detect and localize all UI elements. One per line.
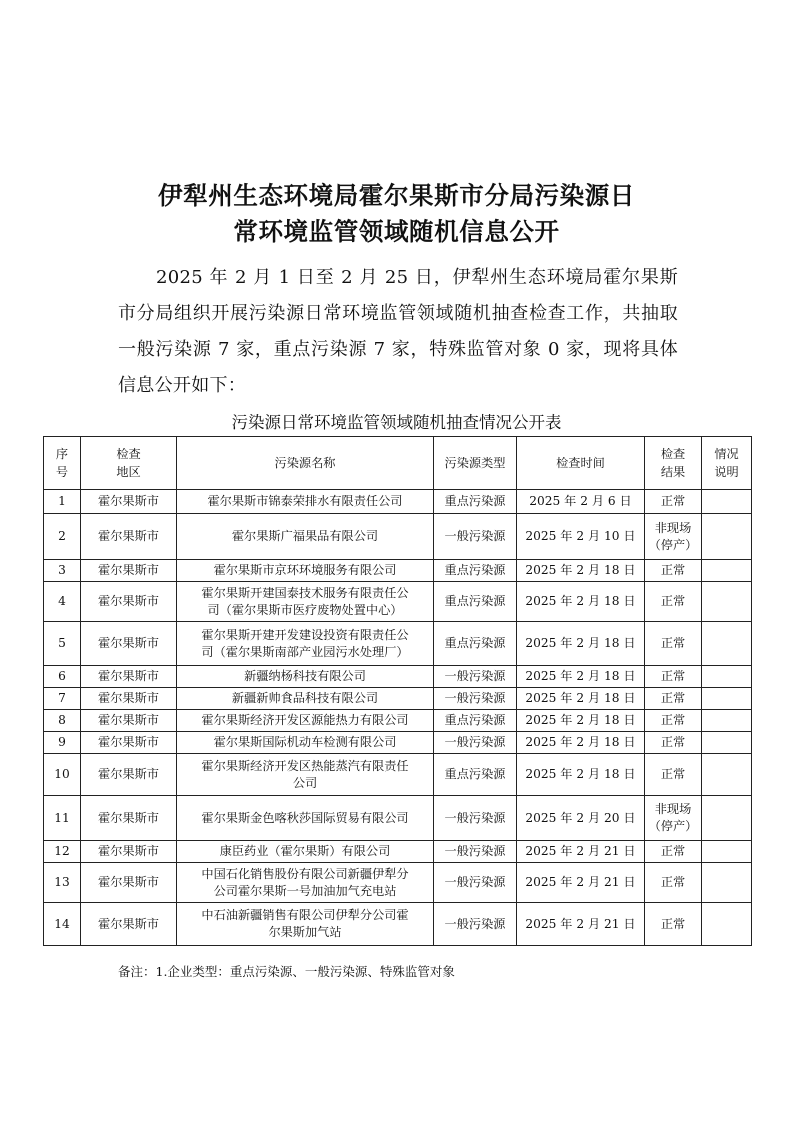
cell-seq: 12: [44, 841, 81, 863]
cell-seq: 13: [44, 863, 81, 903]
table-row: [44, 841, 752, 863]
cell-area: 霍尔果斯市: [81, 560, 177, 582]
cell-time: 2025 年 2 月 21 日: [517, 863, 645, 903]
cell-seq: 7: [44, 688, 81, 710]
footnote: 备注：1.企业类型：重点污染源、一般污染源、特殊监管对象: [118, 964, 455, 979]
cell-type: 一般污染源: [434, 841, 517, 863]
cell-area: 霍尔果斯市: [81, 666, 177, 688]
cell-note: [702, 490, 752, 514]
title-line-2: 常环境监管领域随机信息公开: [233, 217, 560, 246]
cell-seq: 2: [44, 514, 81, 560]
cell-name: 中国石化销售股份有限公司新疆伊犁分 公司霍尔果斯一号加油加气充电站: [177, 863, 434, 903]
cell-area: 霍尔果斯市: [81, 582, 177, 622]
table-caption: 污染源日常环境监管领域随机抽查情况公开表: [231, 413, 562, 432]
cell-seq: 14: [44, 903, 81, 946]
cell-result: 正常: [645, 582, 702, 622]
cell-type: 重点污染源: [434, 490, 517, 514]
cell-result: 正常: [645, 666, 702, 688]
document-title: [0, 178, 793, 250]
cell-note: [702, 582, 752, 622]
header-seq: 序 号: [44, 437, 81, 490]
cell-type: 一般污染源: [434, 732, 517, 754]
table-row: [44, 622, 752, 666]
inspection-table: [43, 436, 752, 946]
cell-note: [702, 560, 752, 582]
cell-seq: 10: [44, 754, 81, 796]
cell-type: 重点污染源: [434, 582, 517, 622]
cell-type: 重点污染源: [434, 710, 517, 732]
cell-note: [702, 903, 752, 946]
cell-time: 2025 年 2 月 21 日: [517, 903, 645, 946]
header-note: 情况 说明: [702, 437, 752, 490]
cell-type: 一般污染源: [434, 666, 517, 688]
cell-area: 霍尔果斯市: [81, 796, 177, 841]
cell-seq: 3: [44, 560, 81, 582]
cell-name: 霍尔果斯开建开发建设投资有限责任公 司（霍尔果斯南部产业园污水处理厂）: [177, 622, 434, 666]
cell-type: 重点污染源: [434, 560, 517, 582]
cell-result: 正常: [645, 710, 702, 732]
cell-name: 霍尔果斯开建国泰技术服务有限责任公 司（霍尔果斯市医疗废物处置中心）: [177, 582, 434, 622]
cell-type: 一般污染源: [434, 514, 517, 560]
table-row: [44, 796, 752, 841]
cell-type: 一般污染源: [434, 688, 517, 710]
cell-area: 霍尔果斯市: [81, 490, 177, 514]
cell-note: [702, 796, 752, 841]
table-header-row: [44, 437, 752, 490]
cell-name: 霍尔果斯广福果品有限公司: [177, 514, 434, 560]
cell-seq: 6: [44, 666, 81, 688]
intro-text: 2025 年 2 月 1 日至 2 月 25 日，伊犁州生态环境局霍尔果斯市分局组织开展污染源日常环境监管领域随机抽查检查工作，共抽取一般污染源 7 家，重点污染源 7 家，特殊监管对象 0 家，现将具体信息公开如下：: [118, 267, 678, 396]
cell-seq: 9: [44, 732, 81, 754]
cell-name: 霍尔果斯经济开发区源能热力有限公司: [177, 710, 434, 732]
cell-time: 2025 年 2 月 10 日: [517, 514, 645, 560]
cell-area: 霍尔果斯市: [81, 754, 177, 796]
cell-area: 霍尔果斯市: [81, 863, 177, 903]
cell-type: 重点污染源: [434, 622, 517, 666]
cell-name: 霍尔果斯市锦泰荣排水有限责任公司: [177, 490, 434, 514]
cell-result: 正常: [645, 863, 702, 903]
cell-result: 正常: [645, 560, 702, 582]
table-row: [44, 903, 752, 946]
cell-result: 正常: [645, 490, 702, 514]
cell-area: 霍尔果斯市: [81, 688, 177, 710]
cell-time: 2025 年 2 月 18 日: [517, 560, 645, 582]
cell-result: 正常: [645, 903, 702, 946]
table-row: [44, 560, 752, 582]
table-row: [44, 863, 752, 903]
cell-note: [702, 841, 752, 863]
cell-time: 2025 年 2 月 18 日: [517, 688, 645, 710]
cell-note: [702, 666, 752, 688]
cell-type: 一般污染源: [434, 863, 517, 903]
cell-time: 2025 年 2 月 18 日: [517, 754, 645, 796]
cell-result: 非现场 （停产）: [645, 514, 702, 560]
table-row: [44, 688, 752, 710]
cell-time: 2025 年 2 月 18 日: [517, 622, 645, 666]
cell-note: [702, 710, 752, 732]
table-row: [44, 582, 752, 622]
cell-result: 正常: [645, 732, 702, 754]
cell-result: 正常: [645, 754, 702, 796]
cell-seq: 11: [44, 796, 81, 841]
header-result: 检查 结果: [645, 437, 702, 490]
cell-name: 霍尔果斯金色喀秋莎国际贸易有限公司: [177, 796, 434, 841]
cell-name: 霍尔果斯市京环环境服务有限公司: [177, 560, 434, 582]
cell-result: 正常: [645, 841, 702, 863]
title-line-1: 伊犁州生态环境局霍尔果斯市分局污染源日: [158, 181, 635, 210]
table-row: [44, 514, 752, 560]
cell-seq: 4: [44, 582, 81, 622]
cell-name: 康臣药业（霍尔果斯）有限公司: [177, 841, 434, 863]
cell-note: [702, 754, 752, 796]
cell-name: 霍尔果斯国际机动车检测有限公司: [177, 732, 434, 754]
table-row: [44, 732, 752, 754]
table-row: [44, 754, 752, 796]
cell-name: 新疆纳杨科技有限公司: [177, 666, 434, 688]
cell-type: 一般污染源: [434, 796, 517, 841]
cell-note: [702, 732, 752, 754]
cell-area: 霍尔果斯市: [81, 514, 177, 560]
table-row: [44, 710, 752, 732]
cell-time: 2025 年 2 月 18 日: [517, 732, 645, 754]
cell-type: 一般污染源: [434, 903, 517, 946]
cell-time: 2025 年 2 月 18 日: [517, 666, 645, 688]
cell-result: 非现场 （停产）: [645, 796, 702, 841]
cell-time: 2025 年 2 月 18 日: [517, 710, 645, 732]
cell-note: [702, 622, 752, 666]
cell-seq: 8: [44, 710, 81, 732]
cell-area: 霍尔果斯市: [81, 710, 177, 732]
cell-name: 中石油新疆销售有限公司伊犁分公司霍 尔果斯加气站: [177, 903, 434, 946]
table-row: [44, 666, 752, 688]
cell-area: 霍尔果斯市: [81, 622, 177, 666]
cell-area: 霍尔果斯市: [81, 841, 177, 863]
cell-time: 2025 年 2 月 21 日: [517, 841, 645, 863]
cell-result: 正常: [645, 688, 702, 710]
header-type: 污染源类型: [434, 437, 517, 490]
cell-note: [702, 514, 752, 560]
cell-note: [702, 688, 752, 710]
header-name: 污染源名称: [177, 437, 434, 490]
cell-seq: 5: [44, 622, 81, 666]
cell-time: 2025 年 2 月 6 日: [517, 490, 645, 514]
table-row: [44, 490, 752, 514]
header-time: 检查时间: [517, 437, 645, 490]
cell-area: 霍尔果斯市: [81, 903, 177, 946]
intro-paragraph: [118, 260, 678, 404]
cell-time: 2025 年 2 月 18 日: [517, 582, 645, 622]
cell-seq: 1: [44, 490, 81, 514]
cell-type: 重点污染源: [434, 754, 517, 796]
cell-note: [702, 863, 752, 903]
cell-time: 2025 年 2 月 20 日: [517, 796, 645, 841]
cell-name: 新疆新帅食品科技有限公司: [177, 688, 434, 710]
header-area: 检查 地区: [81, 437, 177, 490]
cell-name: 霍尔果斯经济开发区热能蒸汽有限责任 公司: [177, 754, 434, 796]
cell-area: 霍尔果斯市: [81, 732, 177, 754]
cell-result: 正常: [645, 622, 702, 666]
